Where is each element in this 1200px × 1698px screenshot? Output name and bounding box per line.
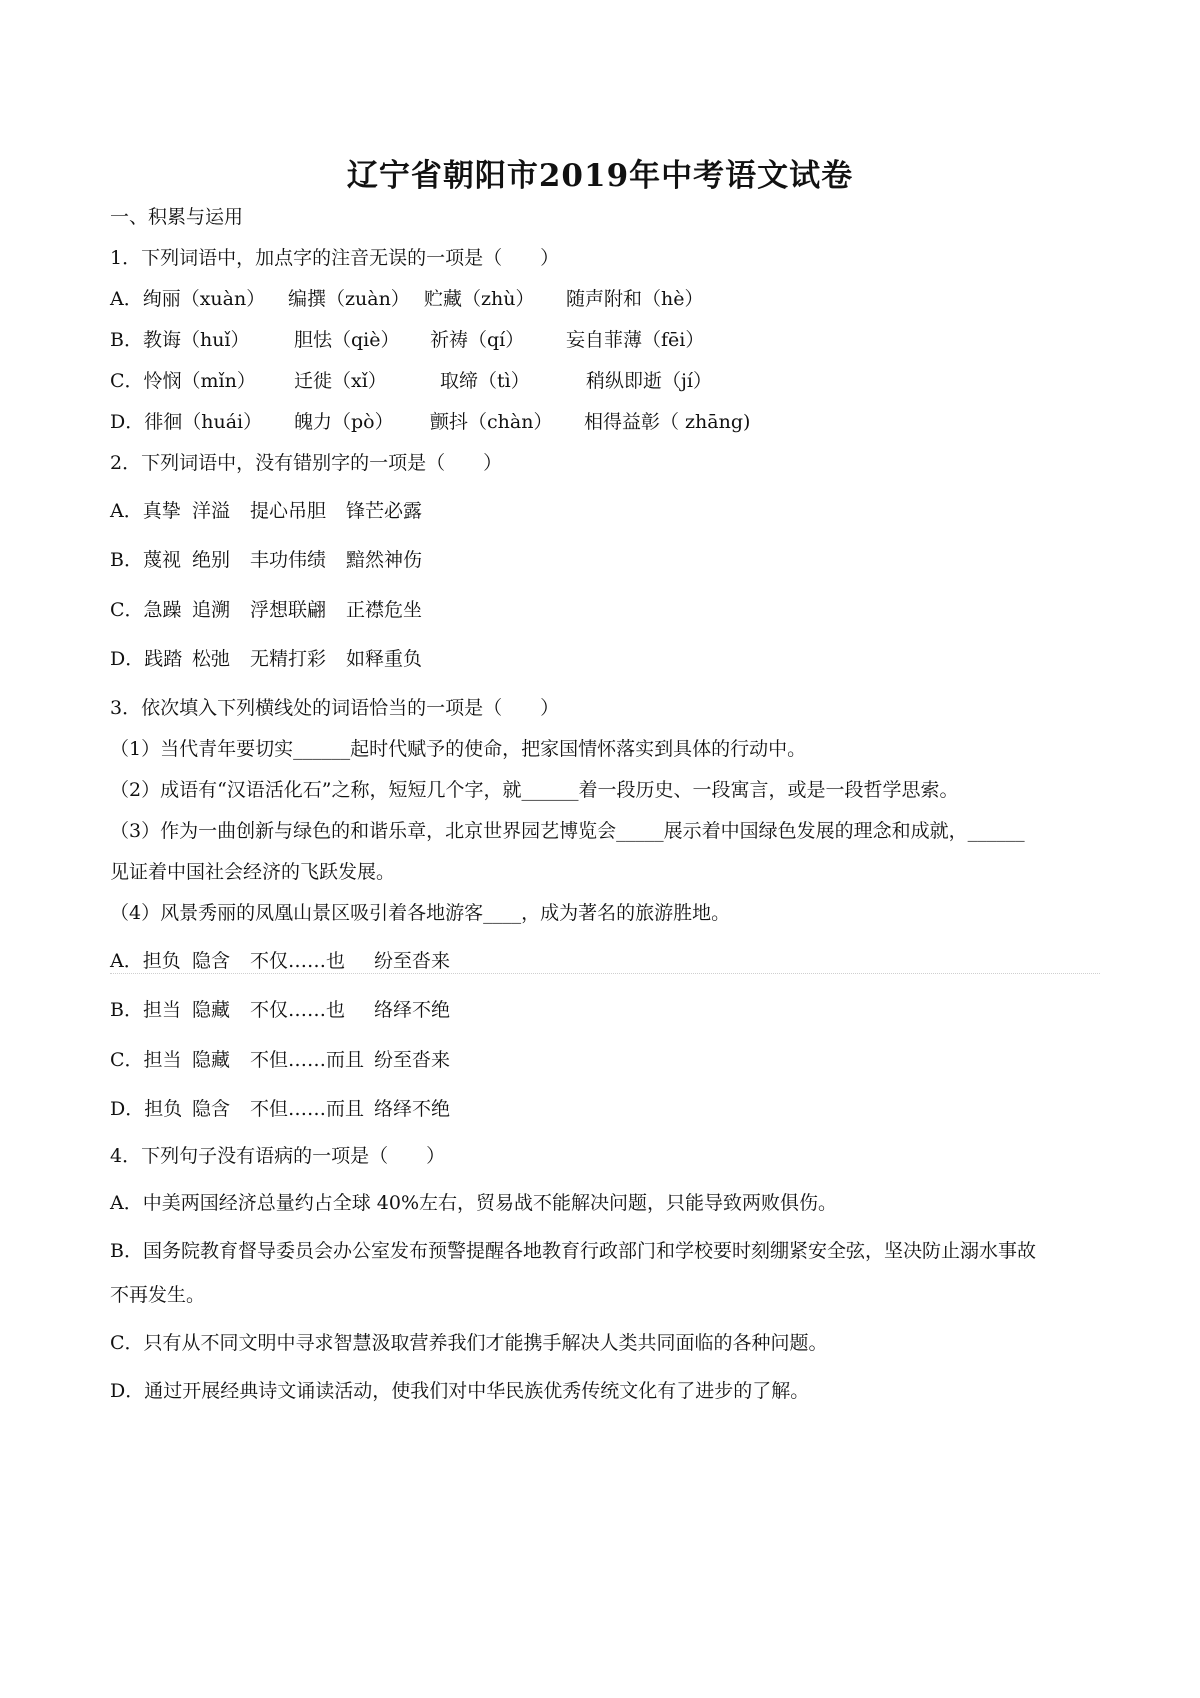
question-4-option-c: C．只有从不同文明中寻求智慧汲取营养我们才能携手解决人类共同面临的各种问题。 <box>110 1332 828 1354</box>
section-heading: 一、积累与运用 <box>110 206 244 228</box>
question-2-option-d: D．践踏 松弛 无精打彩 如释重负 <box>110 648 423 670</box>
question-3-sentence-2: （2）成语有“汉语活化石”之称，短短几个字，就______着一段历史、一段寓言，或是一段哲学思索。 <box>110 779 959 801</box>
question-1-option-b: B．教诲（huǐ） 胆怯（qiè） 祈祷（qí） 妄自菲薄（fēi） <box>110 329 705 351</box>
question-1-option-c: C．怜悯（mǐn） 迁徙（xǐ） 取缔（tì） 稍纵即逝（jí） <box>110 370 712 392</box>
page-title: 辽宁省朝阳市2019年中考语文试卷 <box>346 158 854 194</box>
question-1-option-a: A．绚丽（xuàn） 编撰（zuàn） 贮藏（zhù） 随声附和（hè） <box>110 288 704 310</box>
question-3-option-b: B．担当 隐藏 不仅……也 络绎不绝 <box>110 999 451 1021</box>
question-2-option-a: A．真挚 洋溢 提心吊胆 锋芒必露 <box>110 500 423 522</box>
question-3-sentence-3: （3）作为一曲创新与绿色的和谐乐章，北京世界园艺博览会_____展示着中国绿色发展的理念和成就，______ <box>110 820 1025 842</box>
question-1-stem: 1．下列词语中，加点字的注音无误的一项是（ ） <box>110 247 560 269</box>
question-4-option-d: D．通过开展经典诗文诵读活动，使我们对中华民族优秀传统文化有了进步的了解。 <box>110 1380 810 1402</box>
question-3-option-c: C．担当 隐藏 不但……而且 纷至沓来 <box>110 1049 451 1071</box>
question-4-option-b-cont: 不再发生。 <box>110 1284 206 1306</box>
question-3-sentence-1: （1）当代青年要切实______起时代赋予的使命，把家国情怀落实到具体的行动中。 <box>110 738 807 760</box>
question-4-option-b: B．国务院教育督导委员会办公室发布预警提醒各地教育行政部门和学校要时刻绷紧安全弦，坚决防止溺水事故 <box>110 1240 1036 1262</box>
question-2-stem: 2．下列词语中，没有错别字的一项是（ ） <box>110 452 503 474</box>
question-2-option-b: B．蔑视 绝别 丰功伟绩 黯然神伤 <box>110 549 423 571</box>
question-4-stem: 4．下列句子没有语病的一项是（ ） <box>110 1145 446 1167</box>
question-1-option-d: D．徘徊（huái） 魄力（pò） 颤抖（chàn） 相得益彰（ zhāng) <box>110 411 751 433</box>
question-2-option-c: C．急躁 追溯 浮想联翩 正襟危坐 <box>110 599 423 621</box>
question-3-stem: 3．依次填入下列横线处的词语恰当的一项是（ ） <box>110 697 560 719</box>
question-3-sentence-3-cont: 见证着中国社会经济的飞跃发展。 <box>110 861 396 883</box>
question-3-option-d: D．担负 隐含 不但……而且 络绎不绝 <box>110 1098 451 1120</box>
question-3-sentence-4: （4）风景秀丽的凤凰山景区吸引着各地游客____，成为著名的旅游胜地。 <box>110 902 731 924</box>
question-3-option-a: A．担负 隐含 不仅……也 纷至沓来 <box>110 950 451 972</box>
question-4-option-a: A．中美两国经济总量约占全球 40%左右，贸易战不能解决问题，只能导致两败俱伤。 <box>110 1192 837 1214</box>
